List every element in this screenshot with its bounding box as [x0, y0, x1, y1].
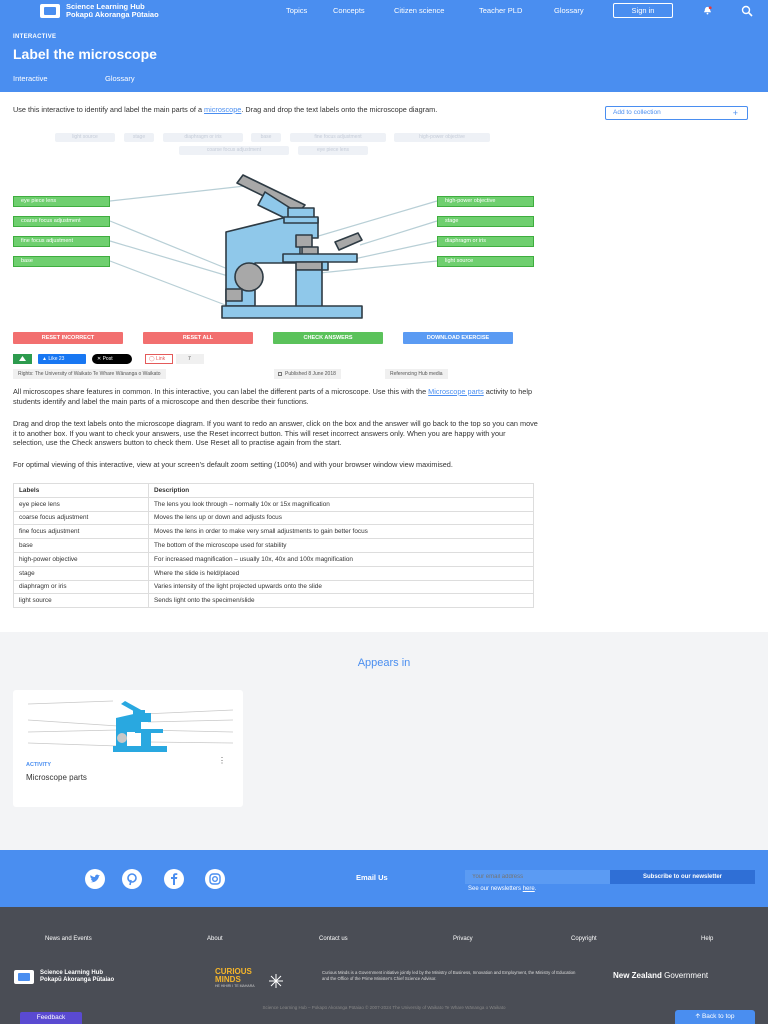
nav-concepts[interactable]: Concepts — [333, 6, 365, 15]
nav-glossary[interactable]: Glossary — [554, 6, 584, 15]
column-header-labels: Labels — [14, 484, 149, 498]
microscope-link[interactable]: microscope — [204, 105, 242, 114]
footer-help-link[interactable]: Help — [701, 936, 714, 942]
arrow-up-icon: 🡩 — [695, 1013, 701, 1020]
description-paragraph-1: All microscopes share features in common. In this interactive, you can label the different parts of a microscope. Use this with the Microscope parts activity to help students identify and label the main parts of a microscope and then describe their functions. — [13, 387, 532, 406]
logo-line-2: Pokapū Akoranga Pūtaiao — [66, 10, 159, 19]
table-row: stage Where the slide is held/placed — [14, 566, 534, 580]
table-row: light source Sends light onto the specimen/slide — [14, 594, 534, 608]
draggable-label-chip[interactable]: coarse focus adjustment — [179, 146, 289, 155]
nav-citizen-science[interactable]: Citizen science — [394, 6, 445, 15]
draggable-label-chip[interactable]: fine focus adjustment — [290, 133, 386, 142]
description-paragraph-2: Drag and drop the text labels onto the microscope diagram. If you want to redo an answer, click on the box and the answer will go back to the top so you can move it to another box. If you want to check your answers, use the Reset incorrect button. This will reset incorrect answers only. When you are happy with your selection, use the Check answers button to check them. Use Reset all to practise again from the start. — [13, 419, 538, 447]
logo-line-1: Science Learning Hub — [66, 2, 145, 11]
draggable-label-chip[interactable]: base — [251, 133, 281, 142]
google-classroom-share-icon[interactable] — [13, 354, 32, 364]
x-post-button[interactable]: ✕ Post — [92, 354, 132, 364]
add-to-collection-button[interactable]: Add to collection + — [605, 106, 748, 120]
page-hero — [0, 22, 768, 92]
content-type-tag: INTERACTIVE — [13, 34, 57, 40]
thumbs-up-icon: ▲ — [42, 356, 47, 362]
labels-table — [13, 483, 534, 608]
share-count: 7 — [176, 354, 204, 364]
nav-teacher-pld[interactable]: Teacher PLD — [479, 6, 523, 15]
description-paragraph-3: For optimal viewing of this interactive, view at your screen’s default zoom setting (100%) and with your browser window view maximised. — [13, 460, 453, 469]
facebook-icon[interactable] — [164, 869, 184, 889]
label-stage[interactable]: stage — [437, 216, 534, 227]
footer-news-events-link[interactable]: News and Events — [45, 936, 92, 942]
download-exercise-button[interactable]: DOWNLOAD EXERCISE — [403, 332, 513, 344]
reset-all-button[interactable]: RESET ALL — [143, 332, 253, 344]
facebook-like-button[interactable]: ▲ Like 23 — [38, 354, 86, 364]
reset-incorrect-button[interactable]: RESET INCORRECT — [13, 332, 123, 344]
twitter-icon[interactable] — [85, 869, 105, 889]
curious-minds-description: Curious Minds is a Government initiative jointly led by the Ministry of Business, Innovation and Employment, the Ministry of Education and the Office of the Prime Minister’s Chief Science Advisor. — [322, 970, 576, 981]
nav-topics[interactable]: Topics — [286, 6, 308, 15]
label-diaphragm[interactable]: diaphragm or iris — [437, 236, 534, 247]
nz-government-logo[interactable]: New Zealand Government — [613, 971, 709, 980]
label-high-power-objective[interactable]: high-power objective — [437, 196, 534, 207]
email-us-link[interactable]: Email Us — [356, 873, 388, 882]
top-navigation-bar — [0, 0, 768, 22]
footer-contact-link[interactable]: Contact us — [319, 936, 348, 942]
intro-text: Use this interactive to identify and label the main parts of a microscope. Drag and drop the text labels onto the microscope diagram. — [13, 105, 438, 114]
back-to-top-button[interactable]: 🡩 Back to top — [675, 1010, 755, 1024]
draggable-label-chip[interactable]: stage — [124, 133, 154, 142]
sign-in-button[interactable]: Sign in — [613, 3, 673, 18]
microscope-parts-link[interactable]: Microscope parts — [428, 387, 484, 396]
draggable-label-chip[interactable]: diaphragm or iris — [163, 133, 243, 142]
newsletters-here-link[interactable]: here — [522, 886, 535, 892]
table-row: high-power objective For increased magnification – usually 10x, 40x and 100x magnification — [14, 552, 534, 566]
table-row: fine focus adjustment Moves the lens in order to make very small adjustments to gain better focus — [14, 525, 534, 539]
referencing-hub-media-button[interactable]: Referencing Hub media — [385, 369, 448, 379]
card-type-tag: ACTIVITY — [26, 762, 52, 768]
footer-logo[interactable]: Science Learning Hub Pokapū Akoranga Pūtaiao — [14, 970, 114, 984]
more-options-icon[interactable]: ⋮ — [218, 756, 226, 765]
curious-minds-logo[interactable]: CURIOUS MINDS HE HIHIRI I TE MAHARA — [215, 967, 255, 988]
microscope-diagram — [0, 160, 768, 330]
logo-icon — [14, 970, 34, 984]
table-row: eye piece lens The lens you look through – normally 10x or 15x magnification — [14, 497, 534, 511]
footer-copyright-link[interactable]: Copyright — [571, 936, 597, 942]
rights-info: Rights: The University of Waikato Te Whare Wānanga o Waikato — [13, 369, 166, 379]
plus-icon: + — [732, 108, 738, 118]
search-icon[interactable] — [741, 5, 753, 17]
newsletters-note: See our newsletters here. — [468, 886, 537, 892]
table-row: diaphragm or iris Varies intensity of the light projected upwards onto the slide — [14, 580, 534, 594]
table-row: coarse focus adjustment Moves the lens up or down and adjusts focus — [14, 511, 534, 525]
pinterest-icon[interactable] — [122, 869, 142, 889]
label-fine-focus[interactable]: fine focus adjustment — [13, 236, 110, 247]
newsletter-email-input[interactable] — [465, 870, 610, 884]
footer-privacy-link[interactable]: Privacy — [453, 936, 473, 942]
footer-about-link[interactable]: About — [207, 936, 223, 942]
appears-in-heading: Appears in — [357, 657, 411, 669]
calendar-icon — [278, 372, 282, 376]
draggable-label-chip[interactable]: eye piece lens — [298, 146, 368, 155]
table-header-row — [14, 484, 534, 498]
table-row: base The bottom of the microscope used for stability — [14, 539, 534, 553]
copyright-text: Science Learning Hub – Pokapū Akoranga Pūtaiao © 2007-2024 The University of Waikato Te Whare Wānanga o Waikato — [262, 1005, 506, 1010]
subscribe-newsletter-button[interactable]: Subscribe to our newsletter — [610, 870, 755, 884]
x-logo-icon: ✕ — [97, 356, 102, 362]
instagram-icon[interactable] — [205, 869, 225, 889]
card-title[interactable]: Microscope parts — [26, 773, 87, 782]
curious-minds-star-icon — [268, 973, 284, 989]
draggable-label-chip[interactable]: high-power objective — [394, 133, 490, 142]
check-answers-button[interactable]: CHECK ANSWERS — [273, 332, 383, 344]
notification-bell-icon[interactable] — [703, 6, 712, 15]
label-base[interactable]: base — [13, 256, 110, 267]
published-date: Published 8 June 2018 — [274, 369, 341, 379]
link-icon: ◯ — [149, 356, 155, 362]
microscope-thumbnail-icon — [23, 696, 238, 756]
draggable-label-chip[interactable]: light source — [55, 133, 115, 142]
page-title: Label the microscope — [13, 46, 157, 62]
tab-interactive[interactable]: Interactive — [13, 74, 48, 83]
column-header-description: Description — [149, 484, 534, 498]
copy-link-button[interactable]: ◯ Link — [145, 354, 173, 364]
label-eye-piece-lens[interactable]: eye piece lens — [13, 196, 110, 207]
label-light-source[interactable]: light source — [437, 256, 534, 267]
tab-glossary[interactable]: Glossary — [105, 74, 135, 83]
related-activity-card[interactable] — [13, 690, 243, 807]
feedback-button[interactable]: Feedback — [20, 1012, 82, 1024]
label-coarse-focus[interactable]: coarse focus adjustment — [13, 216, 110, 227]
